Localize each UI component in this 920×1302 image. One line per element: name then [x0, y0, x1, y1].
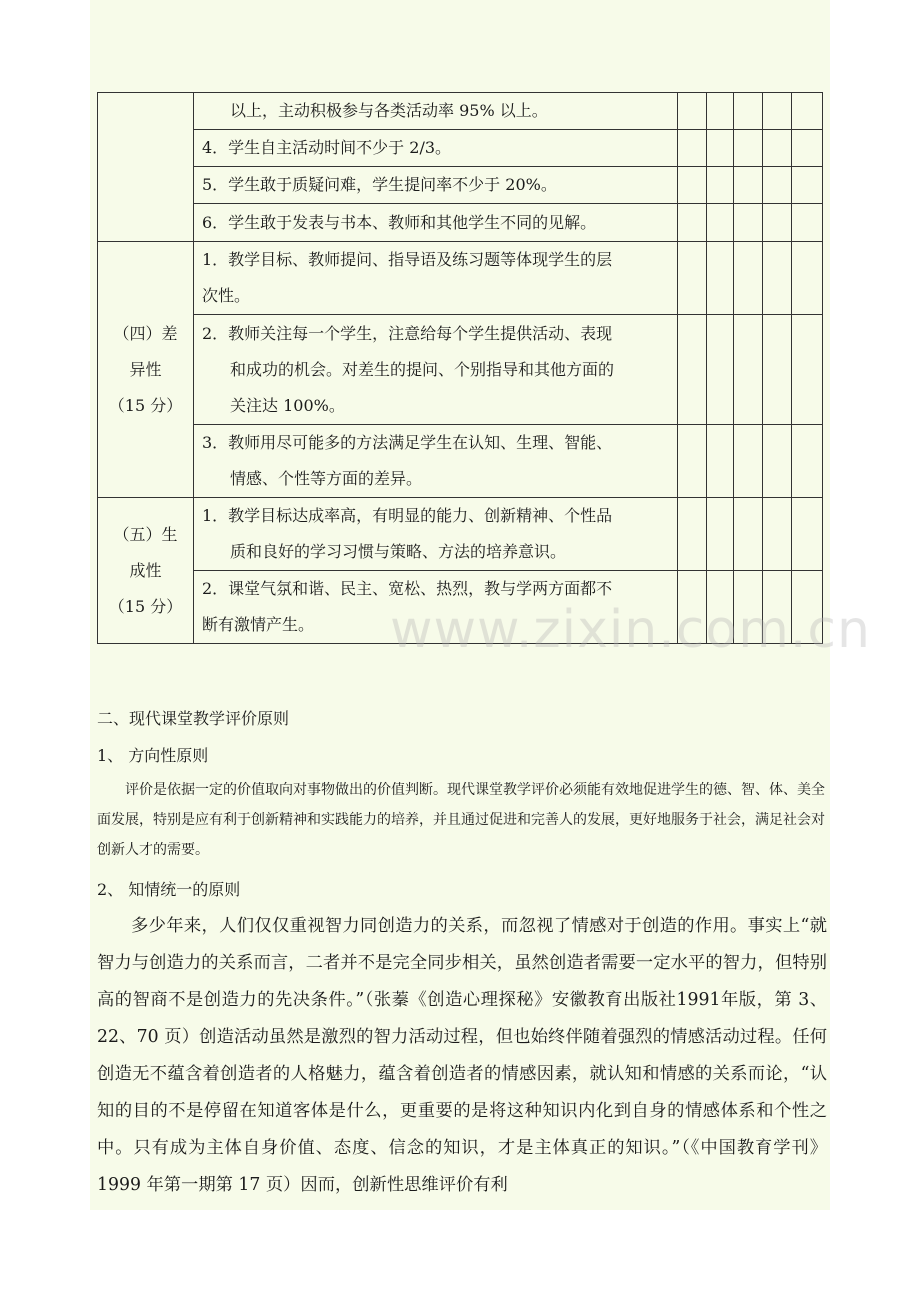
- criterion-cell: 2．课堂气氛和谐、民主、宽松、热烈，教与学两方面都不 断有激情产生。: [194, 571, 678, 644]
- criterion-cell: 1．教学目标、教师提问、指导语及练习题等体现学生的层 次性。: [194, 242, 678, 315]
- score-cell: [678, 204, 707, 242]
- score-cell: [763, 425, 792, 498]
- subsection-heading: 1、 方向性原则: [97, 746, 209, 765]
- score-cell: [678, 167, 707, 204]
- score-cell: [707, 425, 734, 498]
- score-cell: [792, 315, 823, 425]
- score-cell: [792, 498, 823, 571]
- score-cell: [792, 93, 823, 130]
- criterion-cell: 2．教师关注每一个学生，注意给每个学生提供活动、表现 和成功的机会。对差生的提问、个别指导和其他方面的 关注达 100%。: [194, 315, 678, 425]
- paragraph: 多少年来，人们仅仅重视智力同创造力的关系，而忽视了情感对于创造的作用。事实上“就智力与创造力的关系而言，二者并不是完全同步相关，虽然创造者需要一定水平的智力，但特别高的智商不是创造力的先决条件。”（张蓁《创造心理探秘》安徽教育出版社1991年版，第 3、22、70 页）创造活动虽然是激烈的智力活动过程，但也始终伴随着强烈的情感活动过程。任何创造无不蕴含着创造者的人格魅力，蕴含着创造者的情感因素，就认知和情感的关系而论，“认知的目的不是停留在知道客体是什么，更重要的是将这种知识内化到自身的情感体系和个性之中。只有成为主体自身价值、态度、信念的知识，才是主体真正的知识。”（《中国教育学刊》1999 年第一期第 17 页）因而，创新性思维评价有利: [97, 916, 827, 1195]
- evaluation-table: [97, 92, 823, 644]
- table-row: [98, 204, 823, 242]
- criterion-cell: 6．学生敢于发表与书本、教师和其他学生不同的见解。: [194, 204, 678, 242]
- criterion-cell: 以上，主动积极参与各类活动率 95% 以上。: [194, 93, 678, 130]
- score-cell: [734, 130, 763, 167]
- table-row: [98, 242, 823, 315]
- score-cell: [734, 204, 763, 242]
- score-cell: [792, 204, 823, 242]
- watermark: www.zixin.com.cn: [390, 600, 871, 660]
- section-heading: 二、现代课堂教学评价原则: [97, 709, 290, 728]
- table-row: [98, 130, 823, 167]
- criterion-cell: 5．学生敢于质疑问难，学生提问率不少于 20%。: [194, 167, 678, 204]
- score-cell: [734, 93, 763, 130]
- category-cell: （四）差 异性 （15 分）: [98, 242, 194, 498]
- score-cell: [734, 315, 763, 425]
- criterion-cell: 3．教师用尽可能多的方法满足学生在认知、生理、智能、 情感、个性等方面的差异。: [194, 425, 678, 498]
- score-cell: [734, 242, 763, 315]
- score-cell: [707, 315, 734, 425]
- score-cell: [792, 130, 823, 167]
- table-row: [98, 167, 823, 204]
- category-cell: [98, 93, 194, 242]
- table-row: [98, 425, 823, 498]
- paragraph: 评价是依据一定的价值取向对事物做出的价值判断。现代课堂教学评价必须能有效地促进学生的德、智、体、美全面发展，特别是应有利于创新精神和实践能力的培养，并且通过促进和完善人的发展，更好地服务于社会，满足社会对创新人才的需要。: [97, 782, 825, 858]
- score-cell: [763, 498, 792, 571]
- score-cell: [734, 498, 763, 571]
- score-cell: [707, 498, 734, 571]
- table-row: [98, 498, 823, 571]
- score-cell: [678, 130, 707, 167]
- score-cell: [734, 167, 763, 204]
- score-cell: [678, 425, 707, 498]
- score-cell: [678, 498, 707, 571]
- table-row: [98, 93, 823, 130]
- score-cell: [707, 130, 734, 167]
- score-cell: [763, 242, 792, 315]
- score-cell: [792, 167, 823, 204]
- score-cell: [792, 425, 823, 498]
- score-cell: [734, 425, 763, 498]
- category-cell: （五）生 成性 （15 分）: [98, 498, 194, 644]
- score-cell: [678, 93, 707, 130]
- score-cell: [763, 167, 792, 204]
- subsection-heading: 2、 知情统一的原则: [97, 880, 241, 899]
- score-cell: [707, 93, 734, 130]
- score-cell: [763, 204, 792, 242]
- score-cell: [707, 242, 734, 315]
- score-cell: [763, 315, 792, 425]
- score-cell: [792, 242, 823, 315]
- score-cell: [707, 204, 734, 242]
- score-cell: [763, 93, 792, 130]
- criterion-cell: 4．学生自主活动时间不少于 2/3。: [194, 130, 678, 167]
- score-cell: [763, 130, 792, 167]
- criterion-cell: 1．教学目标达成率高，有明显的能力、创新精神、个性品 质和良好的学习习惯与策略、方法的培养意识。: [194, 498, 678, 571]
- table-row: [98, 315, 823, 425]
- score-cell: [707, 167, 734, 204]
- score-cell: [678, 242, 707, 315]
- score-cell: [678, 315, 707, 425]
